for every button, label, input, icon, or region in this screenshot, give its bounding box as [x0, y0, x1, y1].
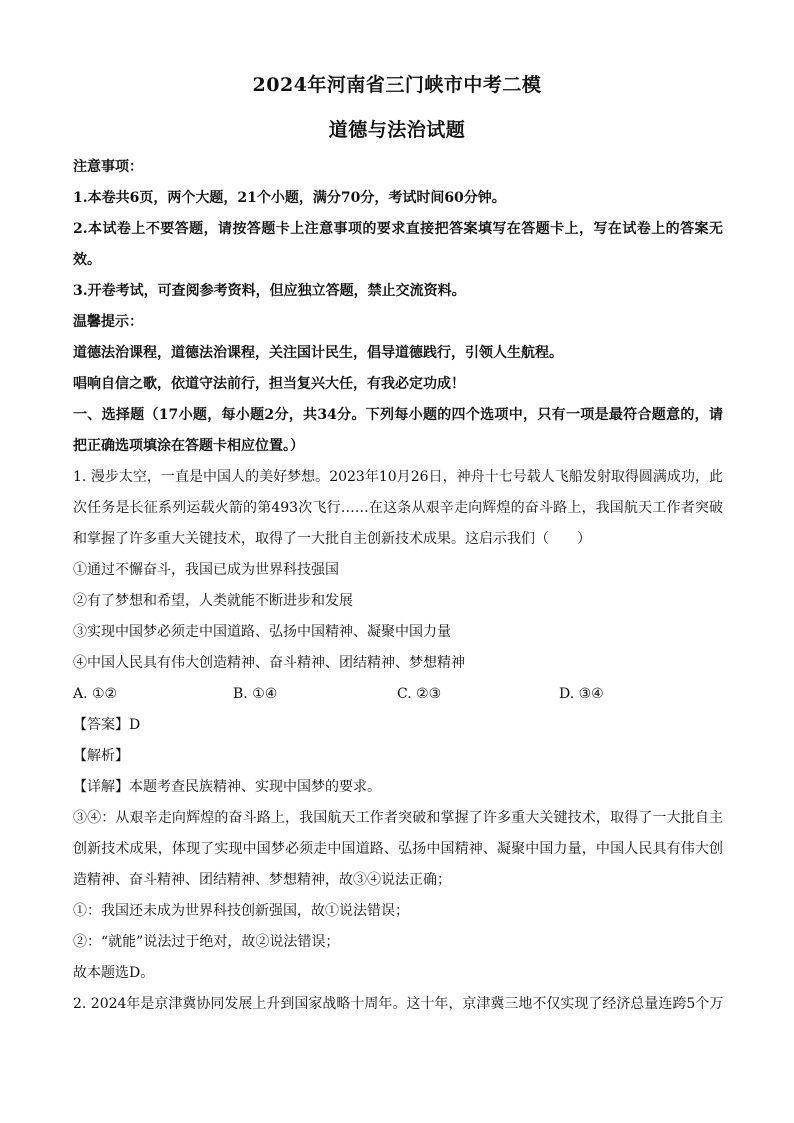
option-a: A. ①②: [73, 686, 118, 702]
detail-line: 【详解】本题考查民族精神、实现中国梦的要求。: [73, 779, 381, 795]
wrong-statement-1: ①：我国还未成为世界科技创新强国，故①说法错误；: [73, 903, 409, 919]
statement-3: ③实现中国梦必须走中国道路、弘扬中国精神、凝聚中国力量: [73, 624, 451, 640]
question-1-stem: 1. 漫步太空，一直是中国人的美好梦想。2023年10月26日，神舟十七号载人飞船发射取得圆满成功，此次任务是长征系列运载火箭的第493次飞行……在这条从艰辛走向辉煌的奋斗路上，我国航天工作者突破和掌握了许多重大关键技术，取得了一大批自主创新技术成果。这启示我们（ ）: [73, 469, 723, 547]
notice-heading: 注意事项：: [73, 159, 143, 175]
wrong-statement-2: ②：“就能”说法过于绝对，故②说法错误；: [73, 934, 340, 950]
tips-line-1: 道德法治课程，道德法治课程，关注国计民生，倡导道德践行，引领人生航程。: [73, 345, 563, 361]
exam-title: 2024年河南省三门峡市中考二模: [252, 74, 542, 96]
option-c: C. ②③: [397, 686, 442, 702]
answer-label: 【答案】D: [73, 717, 141, 733]
option-d: D. ③④: [559, 686, 604, 702]
document-body: [73, 152, 723, 1020]
option-b: B. ①④: [233, 686, 278, 702]
analysis-label: 【解析】: [73, 748, 129, 764]
statement-1: ①通过不懈奋斗，我国已成为世界科技强国: [73, 562, 339, 578]
statement-4: ④中国人民具有伟大创造精神、奋斗精神、团结精神、梦想精神: [73, 655, 465, 671]
question-1-options: [73, 679, 723, 710]
notice-item-3: 3.开卷考试，可查阅参考资料，但应独立答题，禁止交流资料。: [73, 283, 466, 299]
notice-item-1: 1.本卷共6页，两个大题，21个小题，满分70分，考试时间60分钟。: [73, 190, 506, 206]
tips-line-2: 唱响自信之歌，依道守法前行，担当复兴大任，有我必定功成！: [73, 376, 465, 392]
conclusion-line: 故本题选D。: [73, 965, 155, 981]
exam-subtitle: 道德与法治试题: [328, 119, 466, 141]
tips-heading: 温馨提示：: [73, 314, 143, 330]
notice-item-2: 2.本试卷上不要答题，请按答题卡上注意事项的要求直接把答案填写在答题卡上，写在试卷上的答案无效。: [73, 221, 723, 268]
question-2-stem: 2. 2024年是京津冀协同发展上升到国家战略十周年。这十年，京津冀三地不仅实现了经济总量连跨5个万: [73, 996, 724, 1012]
section-heading: 一、选择题（17小题，每小题2分，共34分。下列每小题的四个选项中，只有一项是最符合题意的，请把正确选项填涂在答题卡相应位置。）: [73, 407, 723, 454]
statement-2: ②有了梦想和希望，人类就能不断进步和发展: [73, 593, 353, 609]
explanation-paragraph: ③④：从艰辛走向辉煌的奋斗路上，我国航天工作者突破和掌握了许多重大关键技术，取得了一大批自主创新技术成果，体现了实现中国梦必须走中国道路、弘扬中国精神、凝聚中国力量，中国人民具有伟大创造精神、奋斗精神、团结精神、梦想精神，故③④说法正确；: [73, 810, 723, 888]
